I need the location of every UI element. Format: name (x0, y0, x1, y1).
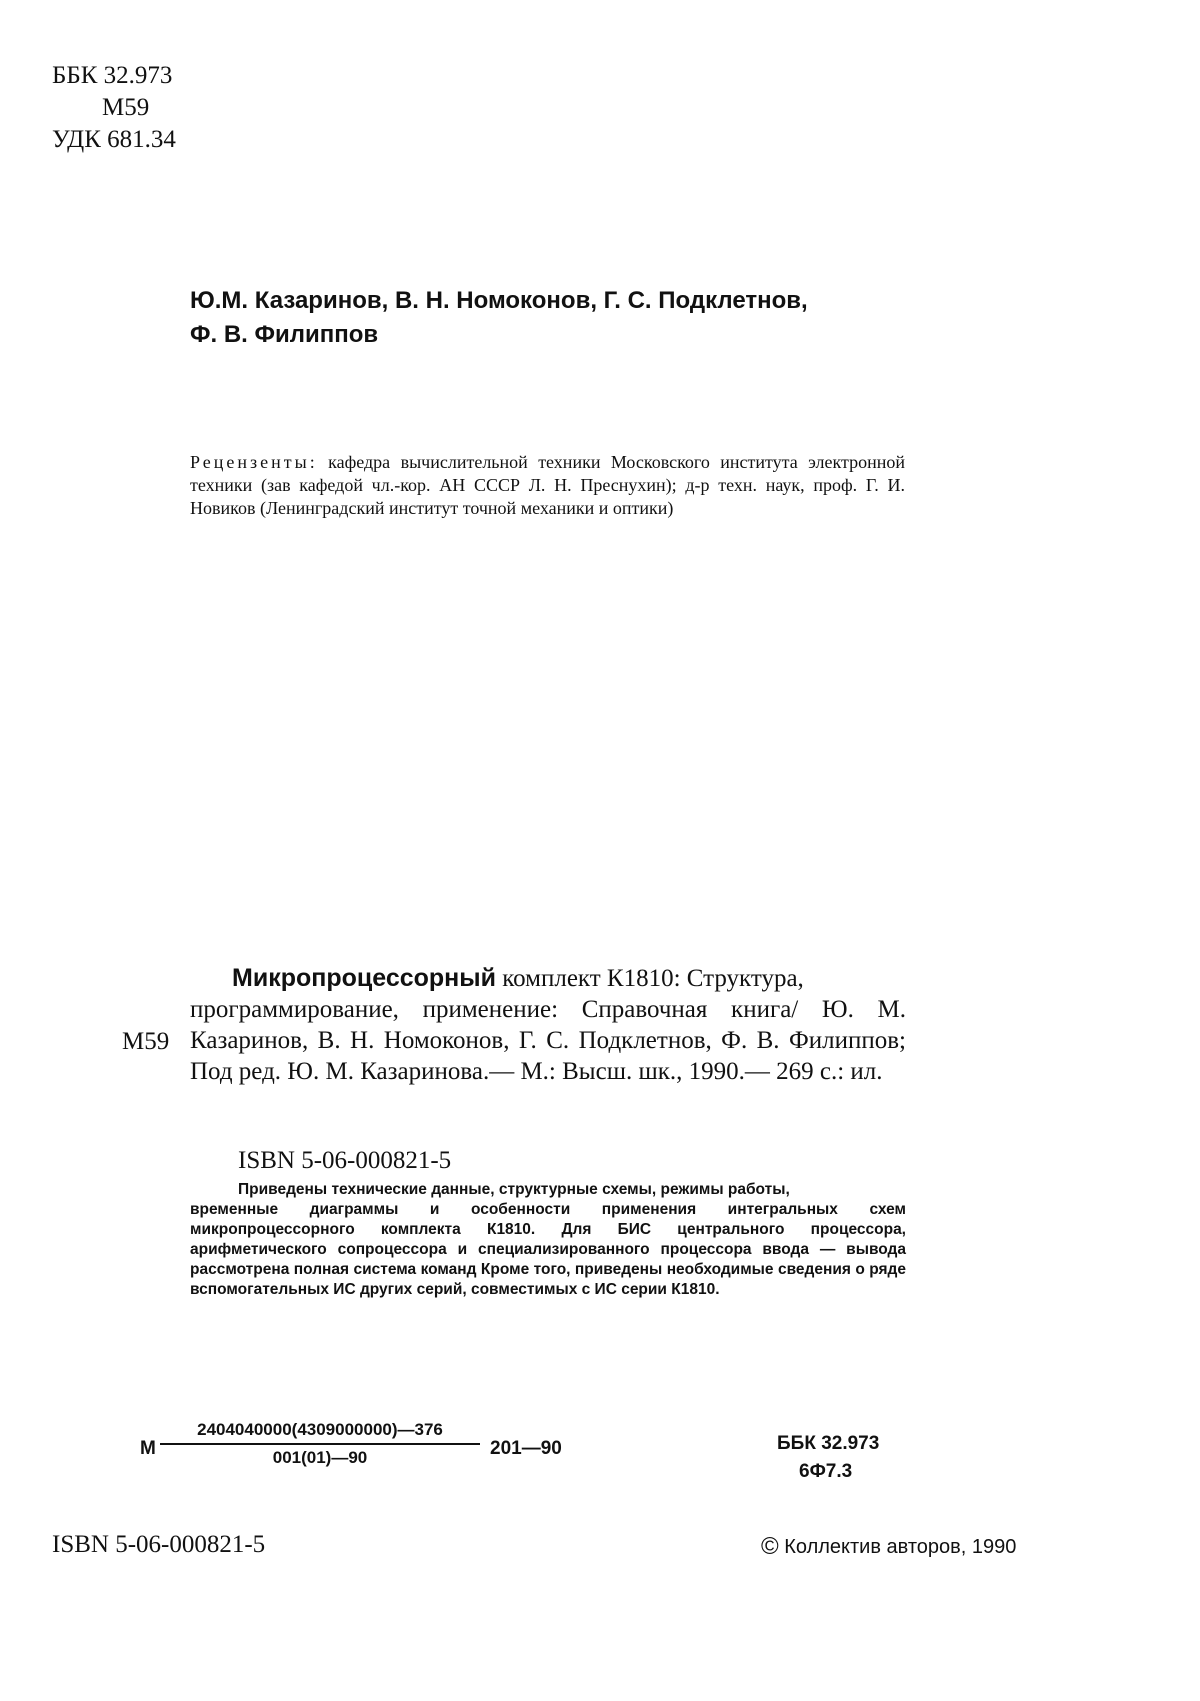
formula-fraction (160, 1420, 480, 1468)
reviewers-label: Рецензенты: (190, 452, 318, 472)
formula-code: 201—90 (490, 1438, 562, 1459)
book-title: Микропроцессорный (232, 964, 497, 992)
formula-denominator: 001(01)—90 (272, 1448, 368, 1467)
formula-numerator: 2404040000(4309000000)—376 (160, 1420, 480, 1445)
bbk-bottom-line-1: ББК 32.973 (777, 1433, 880, 1454)
authors-line-2: Ф. В. Филиппов (190, 321, 379, 348)
copyright-text: Коллектив авторов, 1990 (784, 1536, 1017, 1558)
bibliographic-code: М59 (122, 1028, 170, 1055)
formula-letter: М (140, 1438, 156, 1459)
udk-index: УДК 681.34 (52, 126, 176, 153)
book-title-rest: комплект К1810: Структура, (502, 965, 804, 992)
isbn-bottom: ISBN 5-06-000821-5 (52, 1531, 266, 1558)
copyright-line (761, 1534, 1016, 1560)
annotation-text: временные диаграммы и особенности применения интегральных схем микропроцессорного комплекта К1810. Для БИС центрального процессора, арифметического сопроцессора и специализированного процессора ввода — вывода рассмотрена полная система команд Кроме того, приведены необходимые сведения о ряде вспомогательных ИС других серий, совместимых с ИС серии К1810. (190, 1201, 906, 1298)
isbn-top: ISBN 5-06-000821-5 (238, 1147, 452, 1174)
authors-line-1: Ю.М. Казаринов, В. Н. Номоконов, Г. С. Подклетнов, (190, 287, 808, 314)
book-details: программирование, применение: Справочная книга/ Ю. М. Казаринов, В. Н. Номоконов, Г. С. Подклетнов, Ф. В. Филиппов; Под ред. Ю. М. Казаринова.— М.: Высш. шк., 1990.— 269 с.: ил. (190, 996, 906, 1085)
reviewers-text: кафедра вычислительной техники Московского института электронной техники (зав кафедой чл.-кор. АН СССР Л. Н. Преснухин); д-р техн. наук, проф. Г. И. Новиков (Ленинградский институт точной механики и оптики) (190, 452, 906, 518)
author-sign: М59 (102, 94, 150, 121)
annotation (190, 1180, 906, 1300)
bibliographic-description (190, 963, 906, 1087)
classification-block (52, 60, 176, 156)
bbk-bottom-line-2: 6Ф7.3 (799, 1461, 853, 1482)
copyright-icon: © (761, 1533, 779, 1560)
authors-block (190, 284, 890, 352)
annotation-first-line: Приведены технические данные, структурные схемы, режимы работы, (238, 1181, 790, 1198)
reviewers-block (190, 451, 905, 520)
bbk-bottom-block (777, 1430, 879, 1486)
bbk-index: ББК 32.973 (52, 62, 173, 89)
